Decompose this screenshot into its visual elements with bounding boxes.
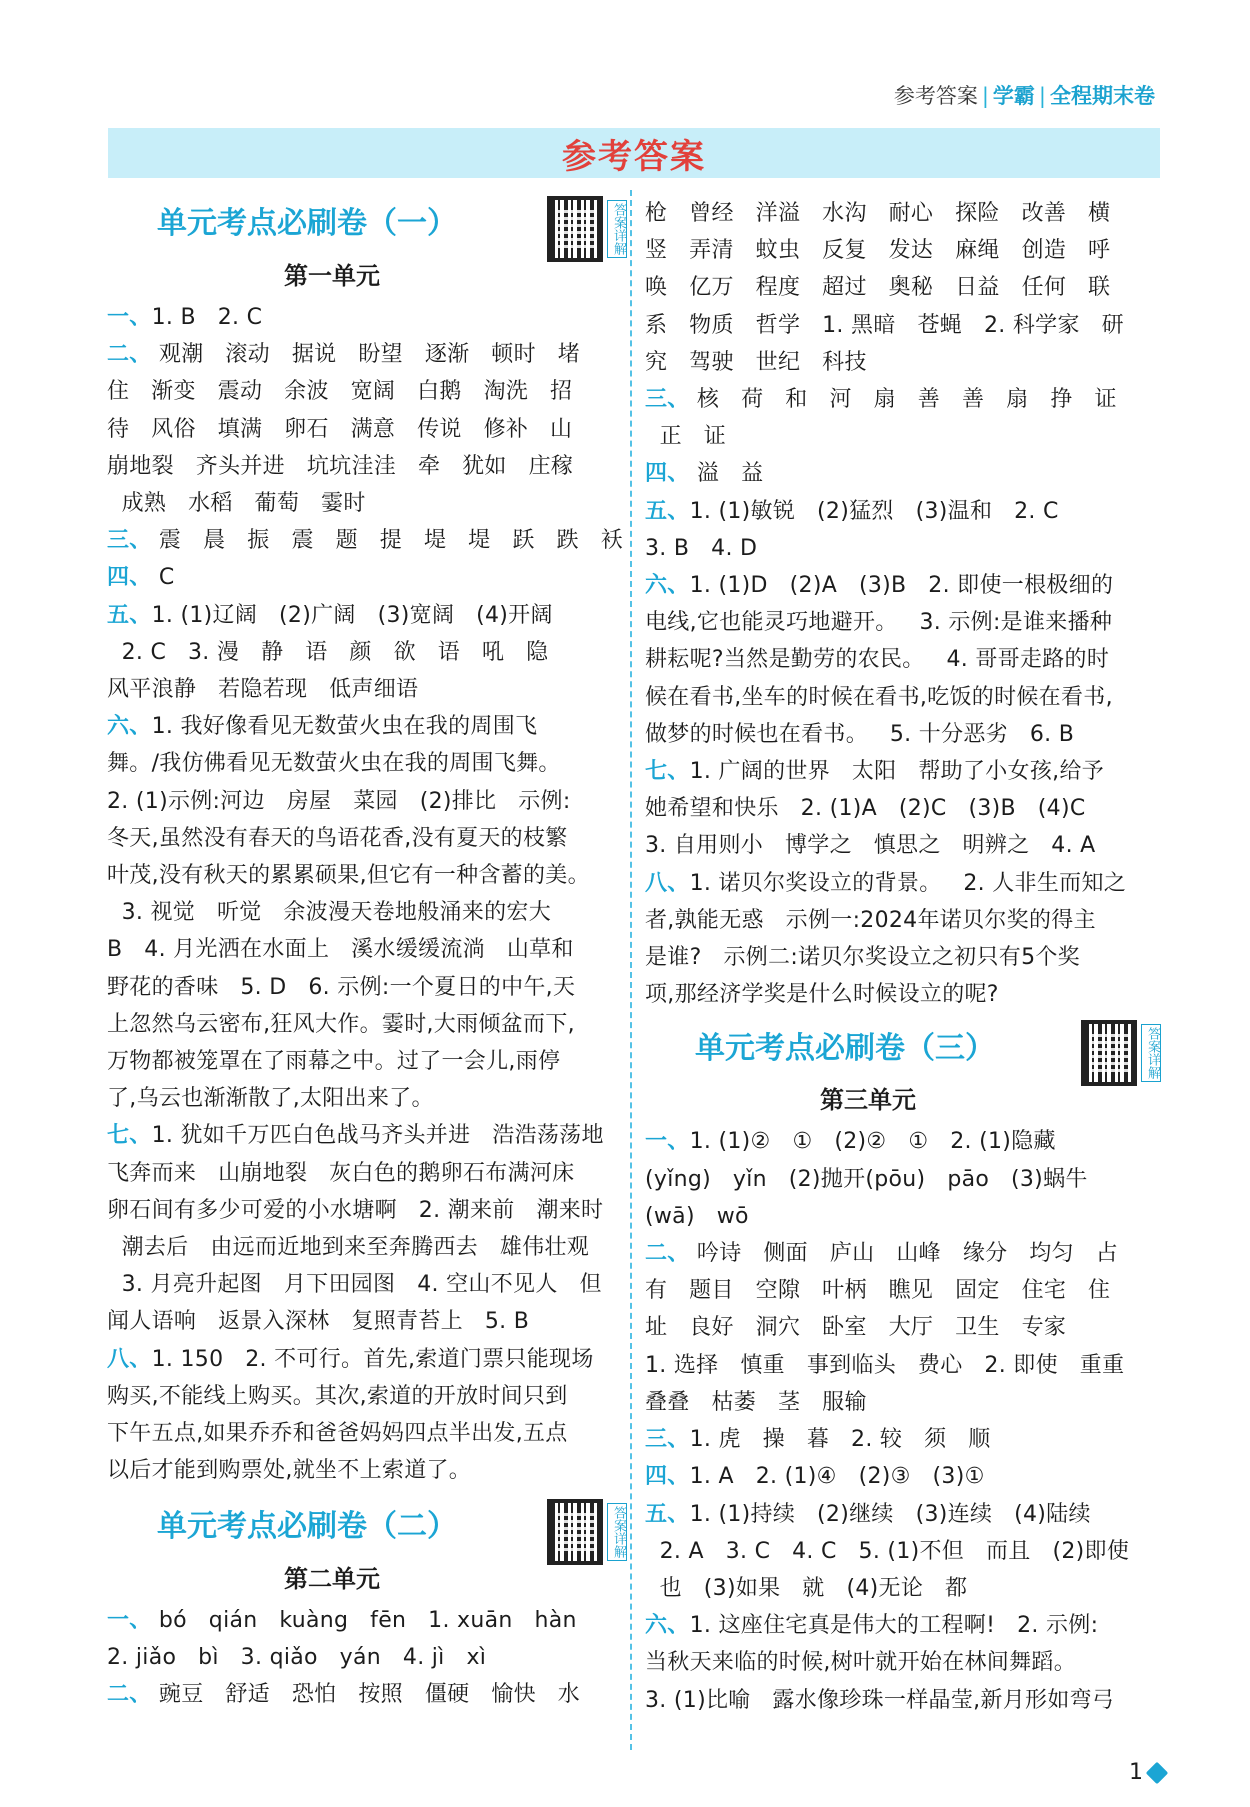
answer-text: 待 风俗 填满 卵石 满意 传说 修补 山: [107, 416, 573, 442]
qr-code[interactable]: [547, 191, 627, 267]
answer-line: [645, 195, 1161, 232]
answer-line: [645, 939, 1161, 976]
answer-line: [107, 1080, 627, 1117]
answer-text: 飞奔而来 山崩地裂 灰白色的鹅卵石布满河床: [107, 1160, 575, 1186]
answer-text: 购买,不能线上购买。其次,索道的开放时间只到: [107, 1383, 568, 1409]
question-number: 八、: [645, 870, 690, 896]
answer-text: 崩地裂 齐头并进 坑坑洼洼 牵 犹如 庄稼: [107, 453, 574, 479]
page-title: 参考答案: [562, 136, 706, 177]
answer-text: 叶茂,没有秋天的累累硕果,但它有一种含蓄的美。: [107, 863, 590, 889]
answer-line: [645, 567, 1161, 604]
answer-line: [645, 865, 1161, 902]
question-number: 一、: [107, 305, 152, 330]
page-number-area: [1129, 1760, 1165, 1785]
answer-line: [645, 716, 1161, 753]
answer-text: (yǐng) yǐn (2)抛开(pōu) pāo (3)蜗牛: [645, 1166, 1088, 1192]
question-number: 四、: [107, 565, 152, 591]
answer-text: 下午五点,如果乔乔和爸爸妈妈四点半出发,五点: [107, 1421, 568, 1447]
qr-caption: 答案详解: [607, 1503, 627, 1561]
answer-line: [107, 1415, 627, 1452]
answer-line: [107, 1006, 627, 1043]
answer-text: 3. B 4. D: [645, 535, 758, 561]
answer-line: [645, 679, 1161, 716]
answer-text: 1. (1)② ① (2)② ① 2. (1)隐藏: [689, 1129, 1056, 1155]
answer-line: [107, 857, 627, 894]
answer-text: 1. 150 2. 不可行。首先,索道门票只能现场: [151, 1346, 594, 1372]
question-number: 八、: [107, 1346, 152, 1372]
question-number: 六、: [645, 573, 690, 599]
answer-text: 叠叠 枯萎 茎 服输: [645, 1389, 867, 1415]
answer-line: [107, 411, 627, 448]
answer-text: 候在看书,坐车的时候在看书,吃饭的时候在看书,: [645, 684, 1113, 710]
answer-text: 她希望和快乐 2. (1)A (2)C (3)B (4)C: [645, 796, 1086, 822]
header-left: 参考答案: [893, 84, 978, 108]
answer-text: 1. 虎 操 暮 2. 较 须 顺: [689, 1427, 991, 1453]
answer-line: [645, 1309, 1161, 1346]
question-number: 一、: [645, 1129, 690, 1155]
answer-line: [107, 597, 627, 634]
answer-text: 是谁? 示例二:诺贝尔奖设立之初只有5个奖: [645, 945, 1080, 971]
question-number: 一、: [107, 1607, 152, 1633]
answer-list: [645, 1123, 1161, 1718]
answer-text: 住 渐变 震动 余波 宽阔 白鹅 淘洗 招: [107, 379, 573, 405]
question-number: 六、: [107, 714, 152, 740]
answer-text: 1. A 2. (1)④ (2)③ (3)①: [689, 1464, 985, 1490]
answer-line: [645, 1533, 1161, 1570]
left-column: [107, 195, 627, 1713]
answer-text: 1. 我好像看见无数萤火虫在我的周围飞: [151, 714, 538, 740]
answer-line: [645, 1347, 1161, 1384]
section-header: [107, 1498, 627, 1556]
question-number: 二、: [645, 1241, 690, 1267]
answer-line: [645, 1682, 1161, 1719]
answer-line: [107, 1676, 627, 1713]
qr-code[interactable]: [547, 1494, 627, 1570]
answer-line: [107, 1229, 627, 1266]
answer-text: 观潮 滚动 据说 盼望 逐渐 顿时 堵: [151, 342, 581, 368]
answer-text: 了,乌云也渐渐散了,太阳出来了。: [107, 1086, 434, 1112]
answer-text: 唤 亿万 程度 超过 奥秘 日益 任何 联: [645, 275, 1111, 301]
answer-text: C: [151, 565, 175, 591]
answer-text: 野花的香味 5. D 6. 示例:一个夏日的中午,天: [107, 974, 576, 1000]
answer-line: [107, 559, 627, 596]
answer-line: [645, 790, 1161, 827]
answer-text: 项,那经济学奖是什么时候设立的呢?: [645, 982, 999, 1008]
answer-text: 有 题目 空隙 叶柄 瞧见 固定 住宅 住: [645, 1278, 1111, 1304]
answer-line: [645, 232, 1161, 269]
answer-line: [645, 641, 1161, 678]
answer-line: [645, 381, 1161, 418]
unit-heading: 第一单元: [284, 262, 380, 290]
answer-line: [107, 1378, 627, 1415]
section-header: [107, 195, 627, 253]
answer-text: 2. C 3. 漫 静 语 颜 欲 语 吼 隐: [107, 639, 549, 665]
answer-line: [645, 1272, 1161, 1309]
answer-text: 成熟 水稻 葡萄 霎时: [107, 491, 366, 517]
answer-text: 1. 广阔的世界 太阳 帮助了小女孩,给予: [689, 759, 1105, 785]
answer-line: [107, 708, 627, 745]
answer-line: [645, 1161, 1161, 1198]
answer-line: [645, 1607, 1161, 1644]
answer-line: [645, 1644, 1161, 1681]
answer-text: 卵石间有多少可爱的小水塘啊 2. 潮来前 潮来时: [107, 1197, 604, 1223]
question-number: 四、: [645, 461, 690, 487]
answer-line: [645, 269, 1161, 306]
answer-line: [107, 1639, 627, 1676]
answer-text: 2. A 3. C 4. C 5. (1)不但 而且 (2)即使: [645, 1538, 1130, 1564]
answer-list: [107, 1602, 627, 1714]
question-number: 五、: [107, 602, 152, 628]
page-number: 1: [1129, 1760, 1143, 1785]
answer-text: 1. (1)D (2)A (3)B 2. 即使一根极细的: [689, 573, 1114, 599]
answer-line: [107, 448, 627, 485]
pencil-icon: [1146, 1761, 1169, 1784]
answer-line: [645, 1198, 1161, 1235]
answer-line: [107, 671, 627, 708]
answer-text: 3. 自用则小 博学之 慎思之 明辨之 4. A: [645, 833, 1096, 859]
section-header: [645, 1019, 1161, 1080]
question-number: 七、: [107, 1123, 152, 1149]
answer-text: 豌豆 舒适 恐怕 按照 僵硬 愉快 水: [151, 1681, 581, 1707]
question-number: 三、: [645, 1427, 690, 1453]
answer-line: [107, 894, 627, 931]
answer-line: [645, 307, 1161, 344]
answer-line: [645, 1496, 1161, 1533]
qr-code[interactable]: [1081, 1015, 1161, 1091]
answer-line: [645, 1123, 1161, 1160]
qr-code-icon: [547, 196, 603, 262]
answer-text: 1. (1)辽阔 (2)广阔 (3)宽阔 (4)开阔: [151, 602, 553, 628]
question-number: 五、: [645, 498, 690, 524]
header-brand: 学霸: [992, 84, 1035, 108]
answer-line: [645, 1570, 1161, 1607]
answer-line: [107, 1602, 627, 1639]
answer-line: [107, 1341, 627, 1378]
answer-text: 3. 视觉 听觉 余波漫天卷地般涌来的宏大: [107, 900, 552, 926]
answer-text: 2. jiǎo bì 3. qiǎo yán 4. jì xì: [107, 1644, 487, 1670]
answer-line: [645, 1458, 1161, 1495]
answer-text: B 4. 月光洒在水面上 溪水缓缓流淌 山草和: [107, 937, 574, 963]
answer-text: 系 物质 哲学 1. 黑暗 苍蝇 2. 科学家 研: [645, 312, 1124, 338]
question-number: 二、: [107, 1681, 152, 1707]
answer-line: [107, 820, 627, 857]
qr-caption: 答案详解: [1141, 1024, 1161, 1082]
answer-text: 电线,它也能灵巧地避开。 3. 示例:是谁来播种: [645, 610, 1113, 636]
answer-line: [645, 493, 1161, 530]
answer-text: 风平浪静 若隐若现 低声细语: [107, 677, 419, 703]
answer-line: [645, 753, 1161, 790]
running-header: [894, 80, 1155, 110]
answer-line: [107, 783, 627, 820]
answer-text: 1. (1)持续 (2)继续 (3)连续 (4)陆续: [689, 1501, 1091, 1527]
answer-text: 冬天,虽然没有春天的鸟语花香,没有夏天的枝繁: [107, 825, 568, 851]
answer-text: 3. 月亮升起图 月下田园图 4. 空山不见人 但: [107, 1272, 602, 1298]
answer-text: 1. (1)敏锐 (2)猛烈 (3)温和 2. C: [689, 498, 1059, 524]
answer-line: [645, 455, 1161, 492]
answer-line: [645, 1384, 1161, 1421]
qr-caption: 答案详解: [607, 200, 627, 258]
answer-text: 正 证: [645, 424, 727, 450]
answer-text: 1. 诺贝尔奖设立的背景。 2. 人非生而知之: [689, 870, 1127, 896]
answer-text: 枪 曾经 洋溢 水沟 耐心 探险 改善 横: [645, 201, 1111, 226]
answer-text: 吟诗 侧面 庐山 山峰 缘分 均匀 占: [689, 1241, 1119, 1267]
answer-line: [107, 1303, 627, 1340]
answer-line: [645, 827, 1161, 864]
question-number: 六、: [645, 1613, 690, 1639]
answer-text: 1. 选择 慎重 事到临头 费心 2. 即使 重重: [645, 1352, 1125, 1378]
answer-line: [107, 299, 627, 336]
header-sep: |: [1038, 84, 1046, 108]
answer-line: [107, 1155, 627, 1192]
question-number: 三、: [107, 528, 152, 554]
answer-line: [107, 373, 627, 410]
header-series: 全程期末卷: [1050, 84, 1155, 108]
answer-line: [107, 1192, 627, 1229]
answer-line: [107, 1266, 627, 1303]
unit-heading: 第三单元: [820, 1086, 916, 1115]
answer-line: [645, 902, 1161, 939]
header-sep: |: [981, 84, 989, 108]
answer-list: [107, 299, 627, 1490]
answer-text: 溢 益: [689, 461, 764, 487]
answer-text: (wā) wō: [645, 1203, 749, 1229]
question-number: 七、: [645, 759, 690, 785]
answer-text: 竖 弄清 蚊虫 反复 发达 麻绳 创造 呼: [645, 238, 1111, 264]
answer-text: 址 良好 洞穴 卧室 大厅 卫生 专家: [645, 1315, 1067, 1341]
answer-text: 耕耘呢?当然是勤劳的农民。 4. 哥哥走路的时: [645, 647, 1110, 673]
answer-text: 究 驾驶 世纪 科技: [645, 349, 867, 375]
answer-line: [645, 976, 1161, 1013]
answer-text: 闻人语响 返景入深林 复照青苔上 5. B: [107, 1309, 530, 1335]
answer-text: 1. 犹如千万匹白色战马齐头并进 浩浩荡荡地: [151, 1123, 604, 1149]
title-banner: [108, 128, 1160, 178]
answer-line: [107, 485, 627, 522]
answer-line: [107, 931, 627, 968]
answer-text: 以后才能到购票处,就坐不上索道了。: [107, 1458, 472, 1484]
answer-line: [107, 969, 627, 1006]
qr-code-icon: [1081, 1020, 1137, 1086]
answer-line: [107, 634, 627, 671]
answer-line: [107, 1117, 627, 1154]
answer-text: 也 (3)如果 就 (4)无论 都: [645, 1575, 968, 1601]
answer-text: 3. (1)比喻 露水像珍珠一样晶莹,新月形如弯弓: [645, 1687, 1115, 1713]
answer-line: [107, 522, 627, 559]
answer-line: [107, 745, 627, 782]
question-number: 五、: [645, 1501, 690, 1527]
answer-line: [107, 336, 627, 373]
answer-text: 做梦的时候也在看书。 5. 十分恶劣 6. B: [645, 721, 1075, 747]
answer-text: 震 晨 振 震 题 提 堤 堤 跃 跌 袄: [151, 528, 623, 554]
answer-line: [107, 1452, 627, 1489]
right-column: [645, 195, 1161, 1719]
answer-text: 当秋天来临的时候,树叶就开始在林间舞蹈。: [645, 1650, 1076, 1676]
answer-line: [645, 344, 1161, 381]
answer-text: 舞。/我仿佛看见无数萤火虫在我的周围飞舞。: [107, 751, 561, 777]
unit-heading: 第二单元: [284, 1564, 380, 1593]
answer-text: 者,孰能无惑 示例一:2024年诺贝尔奖的得主: [645, 907, 1096, 933]
section-title: 单元考点必刷卷（二）: [157, 1508, 457, 1544]
question-number: 四、: [645, 1464, 690, 1490]
answer-text: 2. (1)示例:河边 房屋 菜园 (2)排比 示例:: [107, 788, 571, 814]
answer-text: bó qián kuàng fēn 1. xuān hàn: [151, 1607, 577, 1633]
answer-list: [645, 195, 1161, 1013]
answer-text: 万物都被笼罩在了雨幕之中。过了一会儿,雨停: [107, 1049, 561, 1075]
answer-text: 1. B 2. C: [151, 305, 263, 330]
answer-line: [645, 1421, 1161, 1458]
answer-line: [107, 1043, 627, 1080]
column-divider: [630, 190, 632, 1750]
question-number: 二、: [107, 342, 152, 368]
answer-line: [645, 604, 1161, 641]
qr-code-icon: [547, 1499, 603, 1565]
question-number: 三、: [645, 387, 690, 413]
section-title: 单元考点必刷卷（三）: [695, 1030, 995, 1066]
answer-text: 核 荷 和 河 扇 善 善 扇 挣 证: [689, 387, 1117, 413]
answer-text: 上忽然乌云密布,狂风大作。霎时,大雨倾盆而下,: [107, 1011, 575, 1037]
answer-text: 1. 这座住宅真是伟大的工程啊! 2. 示例:: [689, 1613, 1099, 1639]
answer-text: 潮去后 由远而近地到来至奔腾西去 雄伟壮观: [107, 1235, 590, 1261]
section-title: 单元考点必刷卷（一）: [157, 206, 457, 242]
answer-line: [645, 530, 1161, 567]
answer-line: [645, 418, 1161, 455]
answer-line: [645, 1235, 1161, 1272]
